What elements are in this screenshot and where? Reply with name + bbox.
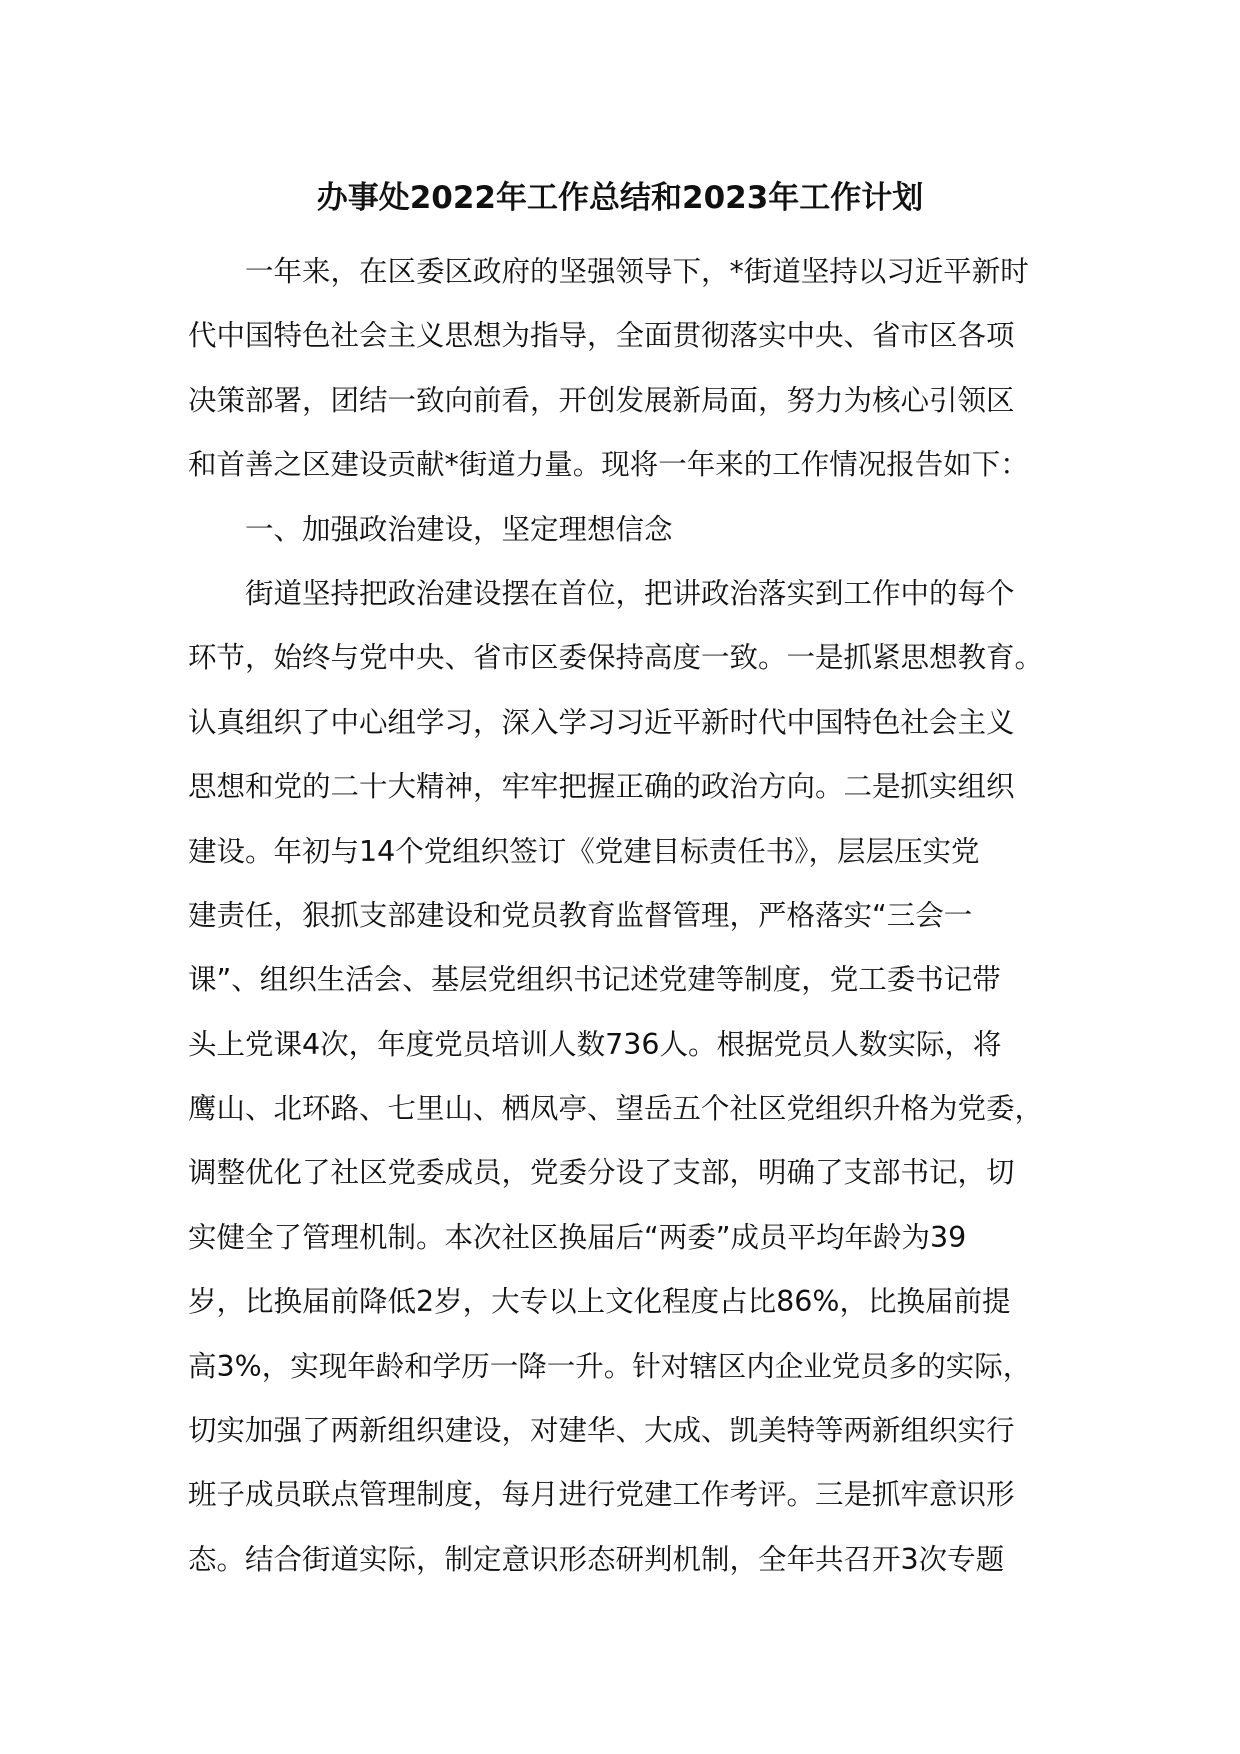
- text-line: 态。结合街道实际，制定意识形态研判机制，全年共召开3次专题: [188, 1542, 1005, 1576]
- text-line: 班子成员联点管理制度，每月进行党建工作考评。三是抓牢意识形: [188, 1478, 1015, 1512]
- section-heading: 一、加强政治建设，坚定理想信念: [188, 512, 673, 546]
- document-body: [188, 240, 1068, 1592]
- text-line: 街道坚持把政治建设摆在首位，把讲政治落实到工作中的每个: [188, 576, 1015, 610]
- text-line: 头上党课4次，年度党员培训人数736人。根据党员人数实际，将: [188, 1027, 1002, 1061]
- text-line: 课”、组织生活会、基层党组织书记述党建等制度，党工委书记带: [188, 963, 1001, 997]
- text-line: 环节，始终与党中央、省市区委保持高度一致。一是抓紧思想教育。: [188, 641, 1044, 675]
- text-line: 高3%，实现年龄和学历一降一升。针对辖区内企业党员多的实际，: [188, 1349, 1032, 1383]
- text-line: 鹰山、北环路、七里山、栖凤亭、望岳五个社区党组织升格为党委，: [188, 1092, 1044, 1126]
- text-line: 决策部署，团结一致向前看，开创发展新局面，努力为核心引领区: [188, 383, 1015, 417]
- text-line: 建设。年初与14个党组织签订《党建目标责任书》，层层压实党: [188, 834, 980, 868]
- text-line: 调整优化了社区党委成员，党委分设了支部，明确了支部书记，切: [188, 1156, 1015, 1190]
- text-line: 实健全了管理机制。本次社区换届后“两委”成员平均年龄为39: [188, 1220, 967, 1254]
- text-line: 一年来，在区委区政府的坚强领导下，*街道坚持以习近平新时: [188, 255, 1029, 288]
- text-line: 认真组织了中心组学习，深入学习习近平新时代中国特色社会主义: [188, 705, 1015, 739]
- text-line: 思想和党的二十大精神，牢牢把握正确的政治方向。二是抓实组织: [188, 770, 1015, 804]
- document-title: 办事处2022年工作总结和2023年工作计划: [316, 180, 924, 216]
- text-line: 岁，比换届前降低2岁，大专以上文化程度占比86%，比换届前提: [188, 1285, 1011, 1319]
- text-line: 建责任，狠抓支部建设和党员教育监督管理，严格落实“三会一: [188, 898, 973, 932]
- text-line: 代中国特色社会主义思想为指导，全面贯彻落实中央、省市区各项: [188, 319, 1015, 353]
- text-line: 和首善之区建设贡献*街道力量。现将一年来的工作情况报告如下：: [188, 448, 1029, 482]
- text-line: 切实加强了两新组织建设，对建华、大成、凯美特等两新组织实行: [188, 1414, 1015, 1448]
